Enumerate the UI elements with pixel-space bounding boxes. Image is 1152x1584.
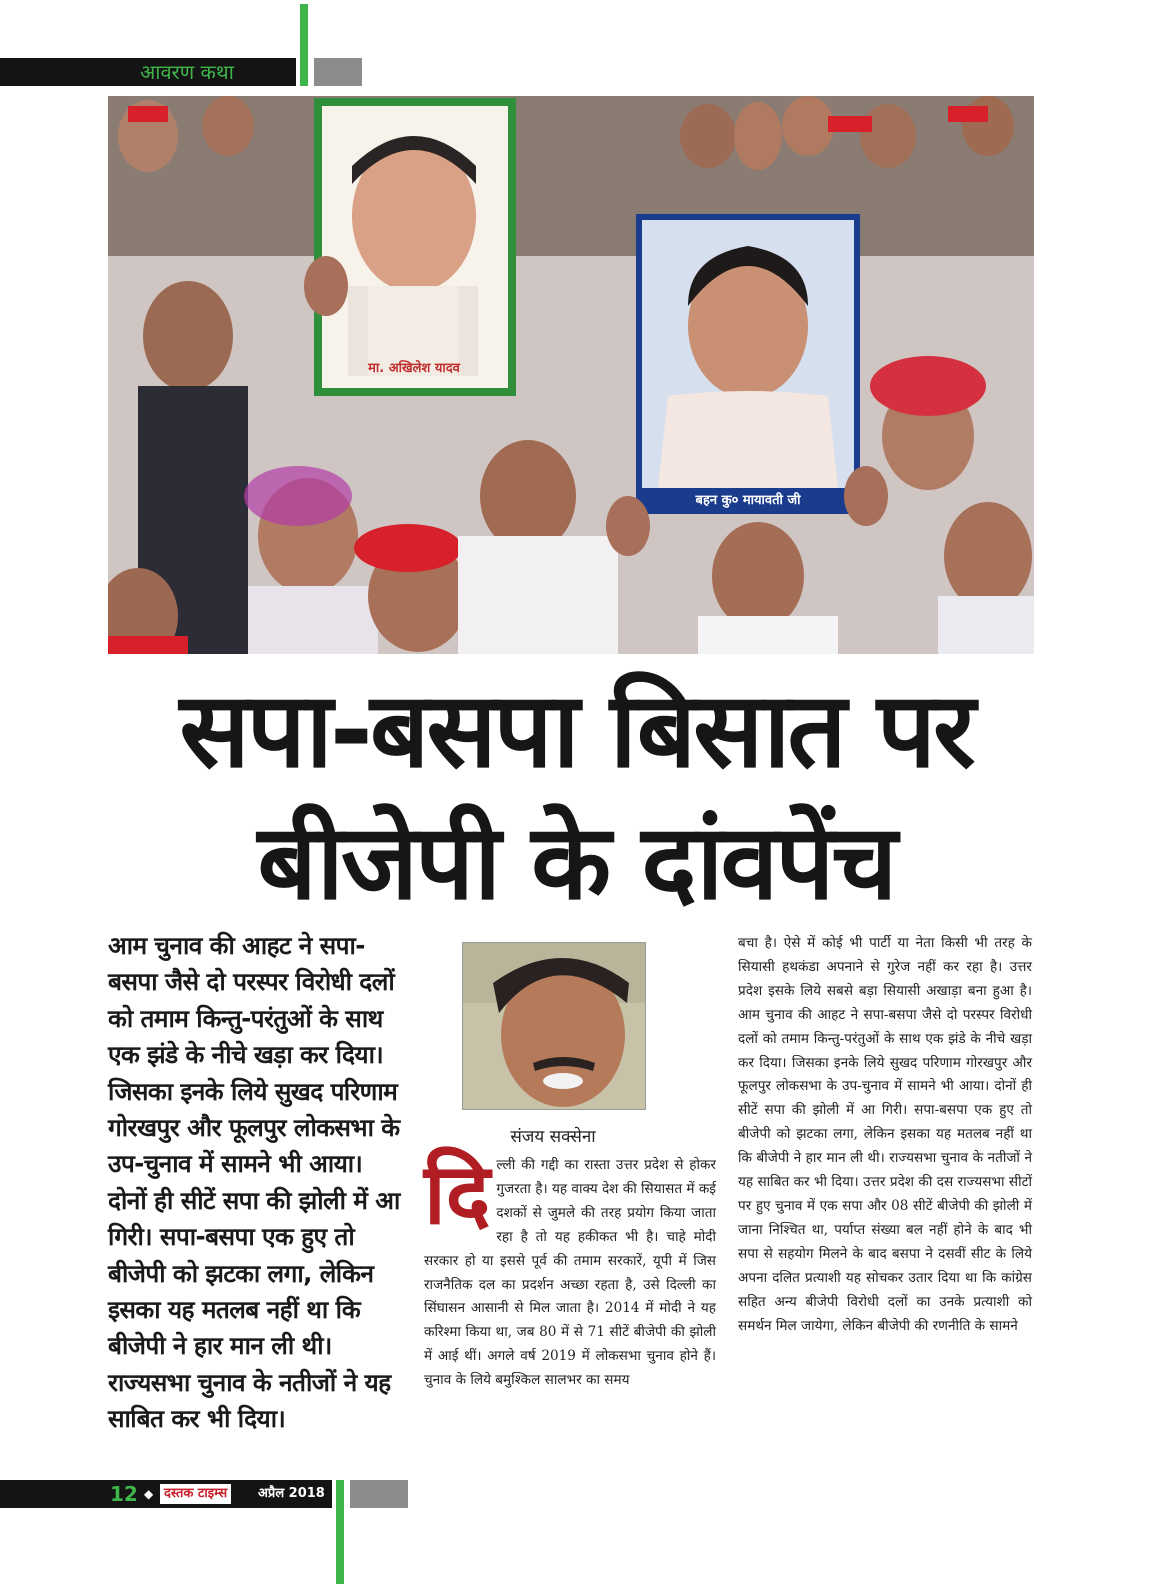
publication-logo: दस्तक टाइम्स xyxy=(160,1484,231,1504)
poster-left xyxy=(314,98,516,396)
accent-gray-block-top xyxy=(314,58,362,86)
headline-line-1: सपा-बसपा बिसात पर xyxy=(179,669,973,791)
footer-bullet: ◆ xyxy=(144,1487,154,1501)
poster-left-caption: मा. अखिलेश यादव xyxy=(368,361,460,376)
accent-green-bar-bottom xyxy=(336,1480,344,1584)
body-column-3: बचा है। ऐसे में कोई भी पार्टी या नेता किसी भी तरह के सियासी हथकंडा अपनाने से गुरेज नहीं कर रहा है। उत्तर प्रदेश इसके लिये सबसे बड़ा सियासी अखाड़ा बना हुआ है। आम चुनाव की आहट ने सपा-बसपा जैसे दो परस्पर विरोधी दलों को तमाम किन्तु-परंतुओं के साथ एक झंडे के नीचे खड़ा कर दिया। जिसका इनके लिये सुखद परिणाम गोरखपुर और फूलपुर लोकसभा के उप-चुनाव में सामने भी आया। दोनों ही सीटें सपा की झोली में आ गिरी। सपा-बसपा एक हुए तो बीजेपी को झटका लगा, लेकिन इसका यह मतलब नहीं था कि बीजेपी ने हार मान ली थी। राज्यसभा चुनाव के नतीजों ने यह साबित कर भी दिया। उत्तर प्रदेश की दस राज्यसभा सीटों पर हुए चुनाव में एक सपा और 08 सीटें बीजेपी की झोली में जाना निश्चित था, पर्याप्त संख्या बल नहीं होने के बाद भी सपा से सहयोग मिलने के बाद बसपा ने दसवीं सीट के लिये अपना दलित प्रत्याशी यह सोचकर उतार दिया था कि कांग्रेस सहित अन्य बीजेपी विरोधी दलों का उनके प्रत्याशी को समर्थन मिल जायेगा, लेकिन बीजेपी की रणनीति के सामने xyxy=(738,935,1032,1334)
issue-date: अप्रैल 2018 xyxy=(258,1486,325,1501)
author-name: संजय सक्सेना xyxy=(510,1127,596,1147)
accent-gray-block-bottom xyxy=(350,1480,408,1508)
page-number: 12 xyxy=(110,1482,138,1506)
intro-paragraph: आम चुनाव की आहट ने सपा-बसपा जैसे दो परस्पर विरोधी दलों को तमाम किन्तु-परंतुओं के साथ एक झंडे के नीचे खड़ा कर दिया। जिसका इनके लिये सुखद परिणाम गोरखपुर और फूलपुर लोकसभा के उप-चुनाव में सामने भी आया। दोनों ही सीटें सपा की झोली में आ गिरी। सपा-बसपा एक हुए तो बीजेपी को झटका लगा, लेकिन इसका यह मतलब नहीं था कि बीजेपी ने हार मान ली थी। राज्यसभा चुनाव के नतीजों ने यह साबित कर भी दिया। xyxy=(108,931,400,1434)
body-column-2 xyxy=(424,1145,716,1393)
headline-line-2: बीजेपी के दांवपेंच xyxy=(257,801,895,923)
body-column-2-text: ल्ली की गद्दी का रास्ता उत्तर प्रदेश से होकर गुजरता है। यह वाक्य देश की सियासत में कई दशकों से जुमले की तरह प्रयोग किया जाता रहा है तो यह हकीकत भी है। चाहे मोदी सरकार हो या इससे पूर्व की तमाम सरकारें, यूपी में जिस राजनैतिक दल का प्रदर्शन अच्छा रहता है, उसे दिल्ली का सिंघासन आसानी से मिल जाता है। 2014 में मोदी ने यह करिश्मा किया था, जब 80 में से 71 सीटें बीजेपी की झोली में आई थीं। अगले वर्ष 2019 में लोकसभा चुनाव होने हैं। चुनाव के लिये बमुश्किल सालभर का समय xyxy=(424,1157,716,1389)
dropcap: दि xyxy=(424,1145,491,1243)
accent-green-bar-top xyxy=(300,4,308,86)
poster-right xyxy=(636,214,860,514)
section-label: आवरण कथा xyxy=(140,60,234,84)
main-photo-crowd xyxy=(108,96,1034,654)
poster-right-caption: बहन कु० मायावती जी xyxy=(695,493,801,508)
author-photo xyxy=(462,942,646,1110)
